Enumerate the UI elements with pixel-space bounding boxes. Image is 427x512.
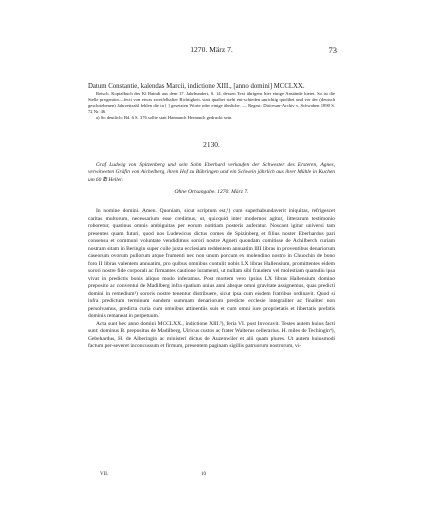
page-footer	[100, 472, 307, 480]
footnote-a: a) So deutlich; Bd. 6 S. 376 sollte statt Hannanch Hernanch gedruckt sein.	[96, 115, 233, 121]
source-note: Beisch. Kopialbuch des Kl Baindt aus dem 17. Jahrhundert, S. 14, dessen Text übrigens hier einige Anstände bietet. So ist die Stelle progenitor—fecit von etwas zweifelhafter Richtigkeit, statt quaibet steht ent-schieden unrichtig quolibet und vor der (deutsch geschriebenen) Jahrzeitzahl fehlen die in [ ] gesetzten Worte oder einige ähnliche. — Regest: Diöcesan-Archiv v. Schwaben 1890 S. 72 Nr. 46.	[88, 91, 335, 115]
charter-text	[88, 208, 335, 351]
signature-mark: VII.	[100, 472, 109, 477]
source-notes	[88, 91, 335, 121]
document-number: 2130.	[203, 140, 220, 149]
page-number: 73	[328, 45, 337, 55]
datum-line: Datum Constantie, kalendas Marcii, indictione XIII., [anno domini] MCCLXX.	[88, 83, 305, 90]
sheet-number: 10	[201, 472, 206, 477]
charter-paragraph-2: Acta sunt hec anno domini MCCLXX., indictione XIII.³), feria VI. post Invocavit. Testes autem huius facti sunt: dominus B. prepositus de Madilberg, Ulricus custos ac frater Walterus cellerarius. H. miles de Techingin⁴), Gebehardus, H. de Alberingin ac ministeri dictus de Auzenwiler et alii quam plures. Ut autem huiusmodi factum per-severet inconcussum et firmum, presentem paginam sigillis patruorum nostrorum, vi-	[88, 320, 336, 349]
charter-paragraph-1: In nomine domini. Amen. Quoniam, sicut scriptum est,¹) cum superhabundaverit iniquitas, refrigescet caritas multorum, necessarium esse credimus, ut, quicquid inter modernos agitur, litterarum testimonio roboretur, quatinus omnis ambiguitas per eorum notitiam posteris auferatur. Noscant igitur universi tam presentes quam futuri, quod nos Ludewicus dictus comes de Spizinberg et filius noster Eberhardus pari consensu et communi voluntate vendidimus sorori nostre Agneti quondam comitisse de Achilberch curiam nostram sitam in Beringin super colle juxta ecclesiam reddentem annuatim IIII libras in proventibus denariorum caseorum ovorum pullorum atque frumenti nec non unum porcum ex molendino nostro in Chuochin de bono foro II libras valentem annuatim, pro quibus omnibus contulit nobis LX libras Hallensium, promittentes eidem sorori nostre fide corporali ac firmantes cautione iuramenti, ut nullam sibi fraudem vel molestiam quamdiu ipsa vivat in predictis bonis aliquo modo inferamus. Post mortem vero ipsius LX libras Hallensium domino preposito ac conventui de Madilberg infra spatium unius anni absque omni gravitate assignemus, quas predicti domini in remedium²) sororis nostre tenentur distribuere, sicut ipsa cum eisdem fratribus ordinavit. Quod si infra predictum terminum eandem summam denariorum predicte ecclesie integraliter ac finaliter non persolvamus, predicta curia cum omnibus attinentiis suis et cum omni iure proprietatis et libertatis prefatis dominis remaneat in perpetuum.	[88, 208, 335, 319]
header-date: 1270. März 7.	[190, 45, 233, 54]
regest-summary: Graf Ludwig von Spitzenberg und sein Sohn Eberhard verkaufen der Schwester des Ersteren, Agnes, verwitweten Gräfin von Aichelberg, ihren Hof zu Bühringen und ein Schwein jährlich aus ihrer Mühle in Kuchen um 60 ℔ Heller.	[88, 162, 335, 183]
origin-date-line: Ohne Ortsangabe. 1270. März 7.	[174, 189, 249, 195]
running-header	[88, 45, 335, 59]
